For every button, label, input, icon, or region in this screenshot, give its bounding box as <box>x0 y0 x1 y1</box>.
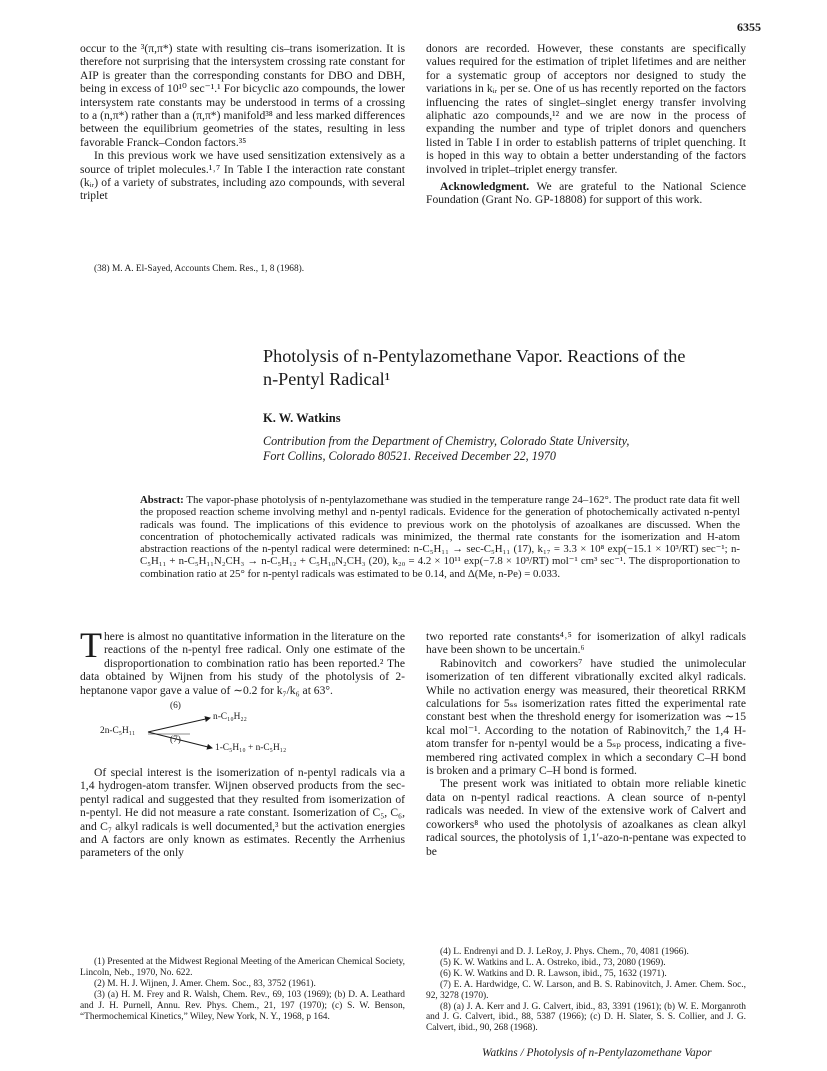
body-left-column <box>80 625 405 697</box>
affiliation-line-2: Fort Collins, Colorado 80521. Received December 22, 1970 <box>263 449 556 463</box>
page-number: 6355 <box>737 20 761 34</box>
abstract-text: The vapor-phase photolysis of n-pentylazomethane was studied in the temperature range 24–162°. The product rate data fit well the proposed reaction scheme involving methyl and n-pentyl radicals. Evidence for the generation of photochemically activated n-pentyl radicals was found. The implications of this evidence to previous work on the photolysis of azoalkanes are discussed. When the concentration of photochemically activated radicals was minimized, the thermal rate constants for the isomerization and H-atom abstraction reactions of the n-pentyl radical were determined: n-C₅H₁₁ → sec-C₅H₁₁ (17), k₁₇ = 3.3 × 10⁸ exp(−15.1 × 10³/RT) sec⁻¹; n-C₅H₁₁ + n-C₅H₁₁N₂CH₃ → n-C₅H₁₂ + C₅H₁₀N₂CH₃ (20), k₂₀ = 4.2 × 10¹¹ exp(−7.8 × 10³/RT) mol⁻¹ cm³ sec⁻¹. The disproportionation to combination ratio at 25° for n-pentyl radicals was estimated to be 0.14, and Δ(Me, n-Pe) = 0.033. <box>140 494 740 580</box>
footnote-8: (8) (a) J. A. Kerr and J. G. Calvert, ibid., 83, 3391 (1961); (b) W. E. Morganroth and J. G. Calvert, ibid., 88, 5387 (1966); (c) D. H. Slater, S. S. Collier, and J. G. Calvert, ibid., 90, 268 (1968). <box>426 1001 746 1034</box>
scheme-reactant: 2n-C₅H₁₁ <box>100 726 136 736</box>
acknowledgment <box>426 180 746 207</box>
paragraph: occur to the ³(π,π*) state with resulting cis–trans isomerization. It is therefore not surprising that the intersystem crossing rate constant for AIP is greater than the corresponding constants for DBO and DBH, being in excess of 10¹⁰ sec⁻¹.¹ For bicyclic azo compounds, the lower intersystem rate constants may be understood in terms of a crossing to a (n,π*) rather than a (π,π*) manifold³⁸ and less marked differences between the equilibrium geometries of the states, resulting in less favorable Franck–Condon factors.³⁵ <box>80 42 405 149</box>
footnote-3: (3) (a) H. M. Frey and R. Walsh, Chem. Rev., 69, 103 (1969); (b) D. A. Leathard and J. H. Purnell, Annu. Rev. Phys. Chem., 21, 197 (1970); (c) S. W. Benson, “Thermochemical Kinetics,” Wiley, New York, N. Y., 1968, p 164. <box>80 989 405 1022</box>
abstract-label: Abstract: <box>140 494 184 506</box>
footnotes-right <box>426 947 746 1034</box>
scheme-label-6: (6) <box>170 701 181 711</box>
paragraph: Of special interest is the isomerization of n-pentyl radicals via a 1,4 hydrogen-atom transfer. Wijnen observed products from the sec-pentyl radical and suggested that they resulted from isomerization of n-pentyl. He did not measure a rate constant. Isomerization of C₅, C₆, and C₇ alkyl radicals is well documented,³ but the activation energies and A factors are only known as estimates. Recently the Arrhenius parameters of the only <box>80 766 405 860</box>
affiliation <box>263 434 743 464</box>
running-footer: Watkins / Photolysis of n-Pentylazomethane Vapor <box>482 1047 712 1059</box>
footnote-2: (2) M. H. J. Wijnen, J. Amer. Chem. Soc., 83, 3752 (1961). <box>94 978 316 989</box>
top-right-column <box>426 42 746 207</box>
footnote-38: (38) M. A. El-Sayed, Accounts Chem. Res., 1, 8 (1968). <box>94 264 305 274</box>
intro-text: here is almost no quantitative information in the literature on the reactions of the n-pentyl free radical. Only one estimate of the disproportionation to combination ratio has been reported.² The data obtained by Wijnen from his study of the photolysis of 2-heptanone vapor gave a value of ∼0.2 for k₇/k₆ at 63°. <box>80 630 405 697</box>
footnote-4: (4) L. Endrenyi and D. J. LeRoy, J. Phys. Chem., 70, 4081 (1966). <box>440 947 689 957</box>
reaction-scheme <box>100 701 330 757</box>
footnote <box>80 264 405 275</box>
footnote-7: (7) E. A. Hardwidge, C. W. Larson, and B. S. Rabinovitch, J. Amer. Chem. Soc., 92, 3278 (1970). <box>426 979 746 1001</box>
footnote-6: (6) K. W. Watkins and D. R. Lawson, ibid., 75, 1632 (1971). <box>440 968 667 979</box>
footnote-1: (1) Presented at the Midwest Regional Meeting of the American Chemical Society, Lincoln, Neb., 1970, No. 622. <box>80 957 405 978</box>
intro-paragraph <box>80 625 405 697</box>
body-right-column <box>426 630 746 858</box>
paragraph: two reported rate constants⁴˒⁵ for isomerization of alkyl radicals have been shown to be uncertain.⁶ <box>426 630 746 657</box>
article-title <box>263 345 733 391</box>
paragraph: The present work was initiated to obtain more reliable kinetic data on n-pentyl radical reactions. A clean source of n-pentyl radicals was needed. In view of the extensive work of Calvert and coworkers⁸ who used the photolysis of azoalkanes as clean alkyl radical sources, the photolysis of 1,1′-azo-n-pentane was expected to be <box>426 777 746 858</box>
title-line-2: n-Pentyl Radical¹ <box>263 369 391 389</box>
drop-cap: T <box>80 625 102 665</box>
abstract <box>140 494 740 580</box>
footnotes-left <box>80 957 405 1022</box>
scheme-label-7: (7) <box>170 735 181 745</box>
body-left-column-continued <box>80 766 405 860</box>
acknowledgment-label: Acknowledgment. <box>440 180 530 194</box>
affiliation-line-1: Contribution from the Department of Chemistry, Colorado State University, <box>263 434 630 448</box>
footnote-5: (5) K. W. Watkins and L. A. Ostreko, ibid., 73, 2080 (1969). <box>440 957 666 968</box>
paragraph: Rabinovitch and coworkers⁷ have studied the unimolecular isomerization of ten different vibrationally excited alkyl radicals. While no activation energy was measured, their theoretical RRKM calculations for 5ₛₛ isomerization rates fitted the experimental rate constant best when the threshold energy for isomerization was ∼15 kcal mol⁻¹. According to the notation of Rabinovitch,⁷ the 1,4 H-atom transfer for n-pentyl would be a 5ₛₚ process, indicating a five-membered ring activated complex in which a secondary C–H bond is broken and a primary C–H bond is formed. <box>426 656 746 778</box>
top-left-column <box>80 42 405 203</box>
author: K. W. Watkins <box>263 411 341 425</box>
scheme-product-7: 1-C₅H₁₀ + n-C₅H₁₂ <box>215 743 287 753</box>
paragraph: In this previous work we have used sensitization extensively as a source of triplet molecules.¹˒⁷ In Table I the interaction rate constant (kᵢᵣ) of a variety of substrates, including azo compounds, with several triplet <box>80 149 405 203</box>
acknowledgment-text: We are grateful to the National Science Foundation (Grant No. GP-18808) for support of this work. <box>426 180 746 207</box>
scheme-product-6: n-C₁₀H₂₂ <box>213 712 247 722</box>
title-line-1: Photolysis of n-Pentylazomethane Vapor. Reactions of the <box>263 346 686 366</box>
paragraph: donors are recorded. However, these constants are specifically values required for the estimation of triplet lifetimes and are neither for a systematic group of acceptors nor designed to study the variations in kᵢᵣ per se. One of us has recently reported on the factors influencing the rates of singlet–singlet energy transfer involving aliphatic azo compounds,¹² and we are now in the process of expanding the number and type of triplet donors and quenchers listed in Table I in order to establish patterns of triplet quenching. It is hoped in this way to obtain a better understanding of the factors involved in triplet–triplet energy transfer. <box>426 42 746 176</box>
